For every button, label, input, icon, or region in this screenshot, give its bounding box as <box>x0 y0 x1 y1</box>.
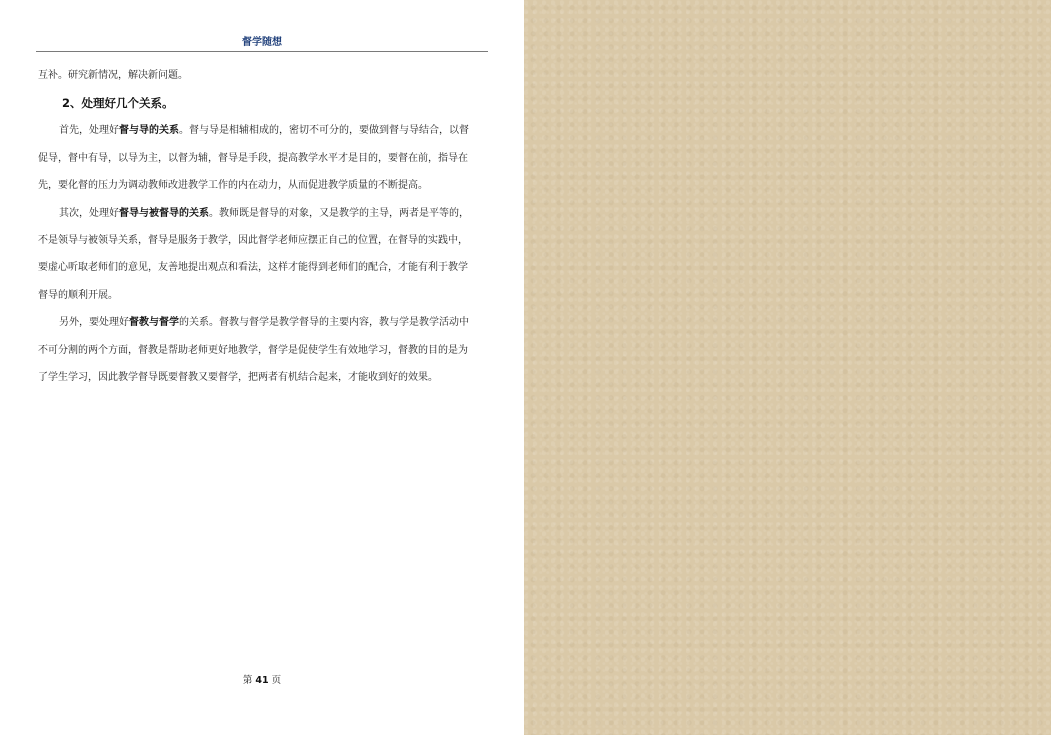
bold-term: 督教与督学 <box>129 317 179 329</box>
bold-term: 督与导的关系 <box>119 125 179 137</box>
page-body <box>38 62 488 391</box>
text-span: 。督与导是相辅相成的，密切不可分的，要做到督与导结合，以督 <box>179 125 469 137</box>
page-number-prefix: 第 <box>242 675 253 686</box>
text-span: 另外，要处理好 <box>59 317 129 329</box>
bold-term: 督导与被督导的关系 <box>119 207 209 219</box>
paragraph-line <box>38 309 488 336</box>
paragraph-line <box>38 117 488 144</box>
paragraph-line <box>38 200 488 227</box>
paragraph-line: 不可分割的两个方面，督教是帮助老师更好地教学，督学是促使学生有效地学习，督教的目的是为 <box>38 344 468 356</box>
paragraph-line: 促导，督中有导，以导为主，以督为辅，督导是手段，提高教学水平才是目的，要督在前，指导在 <box>38 152 468 164</box>
paragraph-line: 了学生学习，因此教学督导既要督教又要督学，把两者有机结合起来，才能收到好的效果。 <box>38 371 438 383</box>
intro-line: 互补。研究新情况，解决新问题。 <box>38 70 188 81</box>
text-span: 。教师既是督导的对象，又是教学的主导，两者是平等的， <box>209 207 469 219</box>
paragraph-line: 不是领导与被领导关系，督导是服务于教学，因此督学老师应摆正自己的位置，在督导的实践中， <box>38 234 468 246</box>
paragraph-3 <box>38 309 488 391</box>
section-heading: 2、处理好几个关系。 <box>62 96 174 111</box>
text-span: 其次，处理好 <box>59 207 119 219</box>
text-span: 的关系。督教与督学是教学督导的主要内容，教与学是教学活动中 <box>179 317 469 329</box>
paragraph-line: 要虚心听取老师们的意见，友善地提出观点和看法，这样才能得到老师们的配合，才能有利于教学 <box>38 262 468 274</box>
page-number <box>0 672 524 686</box>
paragraph-line: 先，要化督的压力为调动教师改进教学工作的内在动力，从而促进教学质量的不断提高。 <box>38 180 428 192</box>
page-number-suffix: 页 <box>271 675 282 686</box>
document-page <box>0 0 524 735</box>
paragraph-1 <box>38 117 488 199</box>
text-span: 首先，处理好 <box>59 125 119 137</box>
paragraph-line: 督导的顺利开展。 <box>38 289 118 301</box>
paragraph-2 <box>38 200 488 310</box>
viewer-background <box>524 0 1051 735</box>
running-header: 督学随想 <box>36 36 488 52</box>
page-number-value: 41 <box>255 675 269 686</box>
